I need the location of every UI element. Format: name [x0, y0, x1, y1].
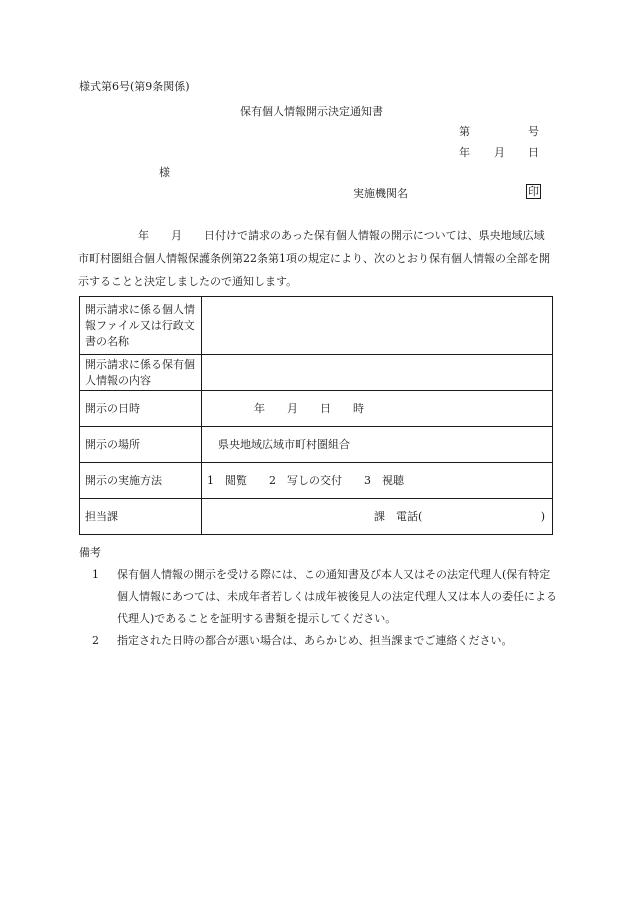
table-row [80, 391, 553, 427]
doc-number-prefix: 第 [459, 125, 470, 138]
row-value [202, 355, 553, 391]
row-value: 県央地域広域市町村圏組合 [202, 427, 553, 463]
date-year: 年 [459, 146, 470, 159]
table-row [80, 463, 553, 499]
date-day: 日 [528, 146, 539, 159]
addressee-suffix: 様 [159, 166, 170, 179]
disclosure-table [79, 296, 553, 535]
row-label: 開示の実施方法 [80, 463, 202, 499]
row-value-container [202, 499, 553, 535]
note-text: 保有個人情報の開示を受ける際には、この通知書及び本人又はその法定代理人(保有特定個人情報にあつては、未成年者若しくは成年被後見人の法定代理人又は本人の委任による代理人)であることを証明する書類を提示してください。 [117, 568, 557, 625]
notes-heading: 備考 [79, 546, 101, 559]
date-month: 月 [494, 146, 505, 159]
row-value: 1 閲覧 2 写しの交付 3 視聴 [202, 463, 553, 499]
table-row [80, 499, 553, 535]
row-value [202, 297, 553, 355]
body-month: 月 [171, 229, 182, 242]
note-item [79, 564, 557, 630]
row-value: 年 月 日 時 [202, 391, 553, 427]
table-row [80, 355, 553, 391]
notes-section [79, 542, 557, 652]
notice-paragraph [78, 224, 554, 293]
note-item [79, 630, 557, 652]
doc-number-suffix: 号 [528, 125, 539, 138]
row-label: 開示の日時 [80, 391, 202, 427]
form-number: 様式第6号(第9条関係) [79, 80, 190, 93]
note-text: 指定された日時の都合が悪い場合は、あらかじめ、担当課までご連絡ください。 [117, 634, 513, 647]
body-year: 年 [138, 229, 149, 242]
row-label: 開示の場所 [80, 427, 202, 463]
row-label: 開示請求に係る個人情報ファイル又は行政文書の名称 [80, 297, 202, 355]
seal-mark: 印 [528, 185, 539, 198]
note-number: 2 [92, 634, 99, 647]
table-row [80, 297, 553, 355]
dept-phone: 課 電話( [374, 509, 423, 523]
issuer-label: 実施機関名 [353, 187, 408, 200]
row-label: 開示請求に係る保有個人情報の内容 [80, 355, 202, 391]
document-title: 保有個人情報開示決定通知書 [240, 105, 383, 118]
body-text: 日付けで請求のあった保有個人情報の開示については、県央地域広域市町村圏組合個人情報保護条例第22条第1項の規定により、次のとおり保有個人情報の全部を開示することと決定しましたので通知します。 [78, 229, 550, 288]
table-row [80, 427, 553, 463]
note-number: 1 [92, 568, 99, 581]
phone-close-paren: ) [540, 509, 545, 523]
row-label: 担当課 [80, 499, 202, 535]
